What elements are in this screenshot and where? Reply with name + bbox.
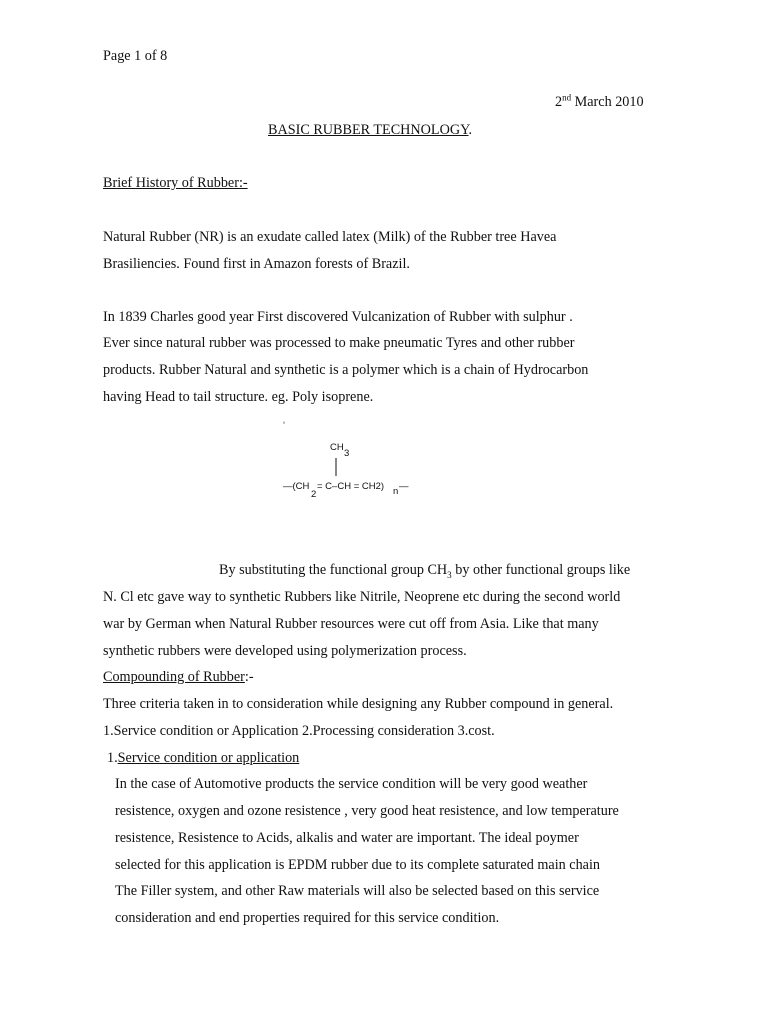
service-condition-line: resistence, oxygen and ozone resistence , very good heat resistence, and low temperature	[115, 803, 619, 819]
compounding-heading	[103, 668, 254, 686]
substitution-line: war by German when Natural Rubber resources were cut off from Asia. Like that many	[103, 616, 599, 632]
subheading-text: Service condition or application	[117, 750, 300, 766]
formula-chain-end: —	[399, 481, 409, 492]
compounding-heading-tail: :-	[244, 669, 254, 685]
formula-stray-mark: ‘	[283, 420, 286, 431]
service-condition-line: resistence, Resistence to Acids, alkalis and water are important. The ideal poymer	[115, 830, 579, 846]
compounding-heading-text: Compounding of Rubber	[103, 669, 245, 685]
substitution-line: synthetic rubbers were developed using polymerization process.	[103, 643, 467, 659]
history-p2-line: In 1839 Charles good year First discovered Vulcanization of Rubber with sulphur .	[103, 309, 573, 325]
formula-chain-middle: = C–CH = CH2)	[317, 481, 385, 492]
service-condition-line: selected for this application is EPDM rubber due to its complete saturated main chain	[115, 857, 601, 873]
history-heading	[103, 174, 248, 192]
subheading-number: 1.	[107, 750, 118, 766]
history-heading-tail: :-	[238, 175, 248, 191]
substitution-line1-post: by other functional groups like	[451, 562, 631, 578]
history-p1-line: Brasiliencies. Found first in Amazon forests of Brazil.	[103, 256, 410, 272]
formula-n-subscript: n	[393, 486, 399, 497]
document-date	[555, 93, 644, 111]
polyisoprene-formula	[280, 418, 440, 508]
date-suffix: nd	[562, 92, 572, 103]
substitution-line: N. Cl etc gave way to synthetic Rubbers like Nitrile, Neoprene etc during the second world	[103, 589, 621, 605]
formula-ch3-subscript: 3	[344, 448, 350, 459]
service-condition-line: In the case of Automotive products the service condition will be very good weather	[115, 776, 588, 792]
history-heading-text: Brief History of Rubber	[103, 175, 239, 191]
date-month-year: March 2010	[571, 94, 644, 110]
date-day: 2	[555, 94, 563, 110]
service-condition-subheading	[107, 749, 299, 767]
title-text: BASIC RUBBER TECHNOLOGY	[268, 122, 469, 138]
substitution-line1-pre: By substituting the functional group CH	[219, 562, 448, 578]
compounding-criteria-list: 1.Service condition or Application 2.Processing consideration 3.cost.	[103, 723, 495, 739]
service-condition-line: The Filler system, and other Raw materials will also be selected based on this service	[115, 883, 600, 899]
title-period: .	[468, 122, 473, 138]
history-p1-line: Natural Rubber (NR) is an exudate called latex (Milk) of the Rubber tree Havea	[103, 229, 557, 245]
document-title	[268, 121, 472, 139]
history-p2-line: products. Rubber Natural and synthetic is a polymer which is a chain of Hydrocarbon	[103, 362, 589, 378]
compounding-criteria-line: Three criteria taken in to consideration while designing any Rubber compound in general.	[103, 696, 614, 712]
formula-ch3: CH	[330, 442, 344, 453]
page-number: Page 1 of 8	[103, 48, 168, 64]
substitution-ch3-subscript: 3	[447, 569, 452, 580]
history-p2-line: Ever since natural rubber was processed to make pneumatic Tyres and other rubber	[103, 335, 575, 351]
formula-chain-start: —(CH	[283, 481, 310, 492]
substitution-line	[219, 561, 630, 579]
formula-graphic	[280, 418, 440, 508]
history-p2-line: having Head to tail structure. eg. Poly isoprene.	[103, 389, 374, 405]
service-condition-line: consideration and end properties required for this service condition.	[115, 910, 500, 926]
formula-ch2-subscript: 2	[311, 489, 317, 500]
